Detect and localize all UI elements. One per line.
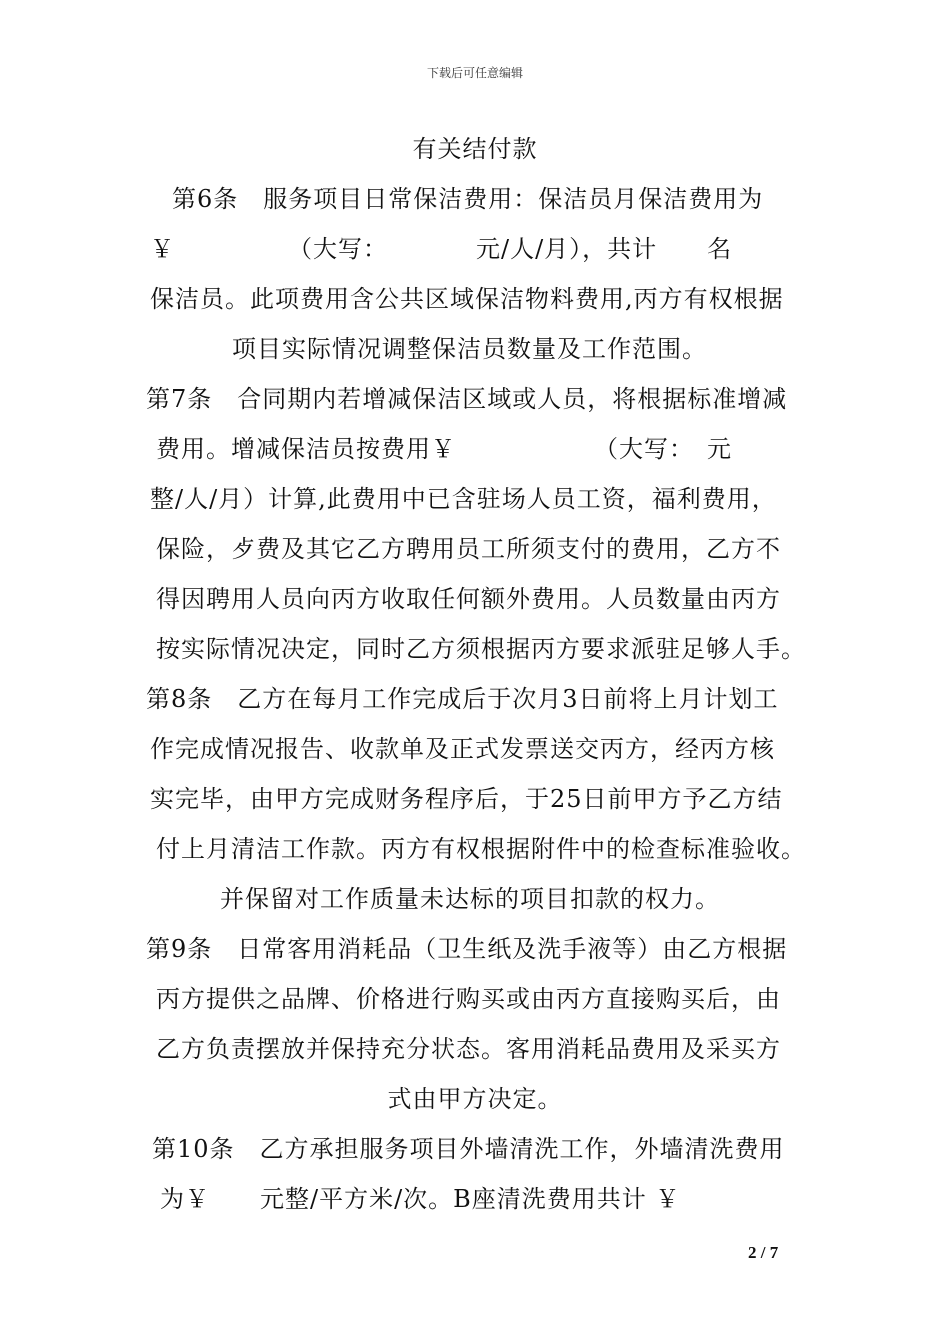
paragraph-line: 得因聘用人员向丙方收取任何额外费用。人员数量由丙方 (156, 585, 781, 613)
paragraph-line: 费用。增减保洁员按费用￥ （大写： 元 (156, 435, 732, 463)
paragraph-line: 丙方提供之品牌、价格进行购买或由丙方直接购买后，由 (156, 985, 781, 1013)
paragraph-line: 第9条 日常客用消耗品（卫生纸及洗手液等）由乙方根据 (146, 935, 788, 963)
paragraph-line: 乙方负责摆放并保持充分状态。客用消耗品费用及采买方 (156, 1035, 781, 1063)
paragraph-line: 付上月清洁工作款。丙方有权根据附件中的检查标准验收。 (156, 835, 806, 863)
paragraph-line: 第6条 服务项目日常保洁费用：保洁员月保洁费用为 (172, 185, 764, 213)
paragraph-line: 为￥ 元整/平方米/次。B座清洗费用共计 ￥ (160, 1185, 681, 1213)
section-title: 有关结付款 (412, 135, 538, 163)
paragraph-line: 保险，歺费及其它乙方聘用员工所须支付的费用，乙方不 (156, 535, 781, 563)
paragraph-line: 项目实际情况调整保洁员数量及工作范围。 (232, 335, 707, 363)
paragraph-line: 第10条 乙方承担服务项目外墙清洗工作，外墙清洗费用 (152, 1135, 785, 1163)
page-number: 2 / 7 (748, 1243, 779, 1262)
paragraph-line: 第8条 乙方在每月工作完成后于次月3日前将上月计划工 (146, 685, 779, 713)
paragraph-line: 作完成情况报告、收款单及正式发票送交丙方，经丙方核 (150, 735, 775, 763)
paragraph-line: 并保留对工作质量未达标的项目扣款的权力。 (220, 885, 720, 913)
paragraph-line: 第7条 合同期内若增减保洁区域或人员，将根据标准增减 (146, 385, 788, 413)
paragraph-line: 整/人/月）计算,此费用中已含驻场人员工资，福利费用， (150, 485, 777, 513)
paragraph-line: 保洁员。此项费用含公共区域保洁物料费用,丙方有权根据 (150, 285, 784, 313)
paragraph-line: 实完毕，由甲方完成财务程序后，于25日前甲方予乙方结 (150, 785, 783, 813)
paragraph-line: 按实际情况决定，同时乙方须根据丙方要求派驻足够人手。 (156, 635, 806, 663)
page-header: 下载后可任意编辑 (426, 66, 523, 80)
paragraph-line: 式由甲方决定。 (387, 1085, 563, 1113)
paragraph-line: ￥ （大写： 元/人/月），共计 名 (150, 235, 733, 263)
